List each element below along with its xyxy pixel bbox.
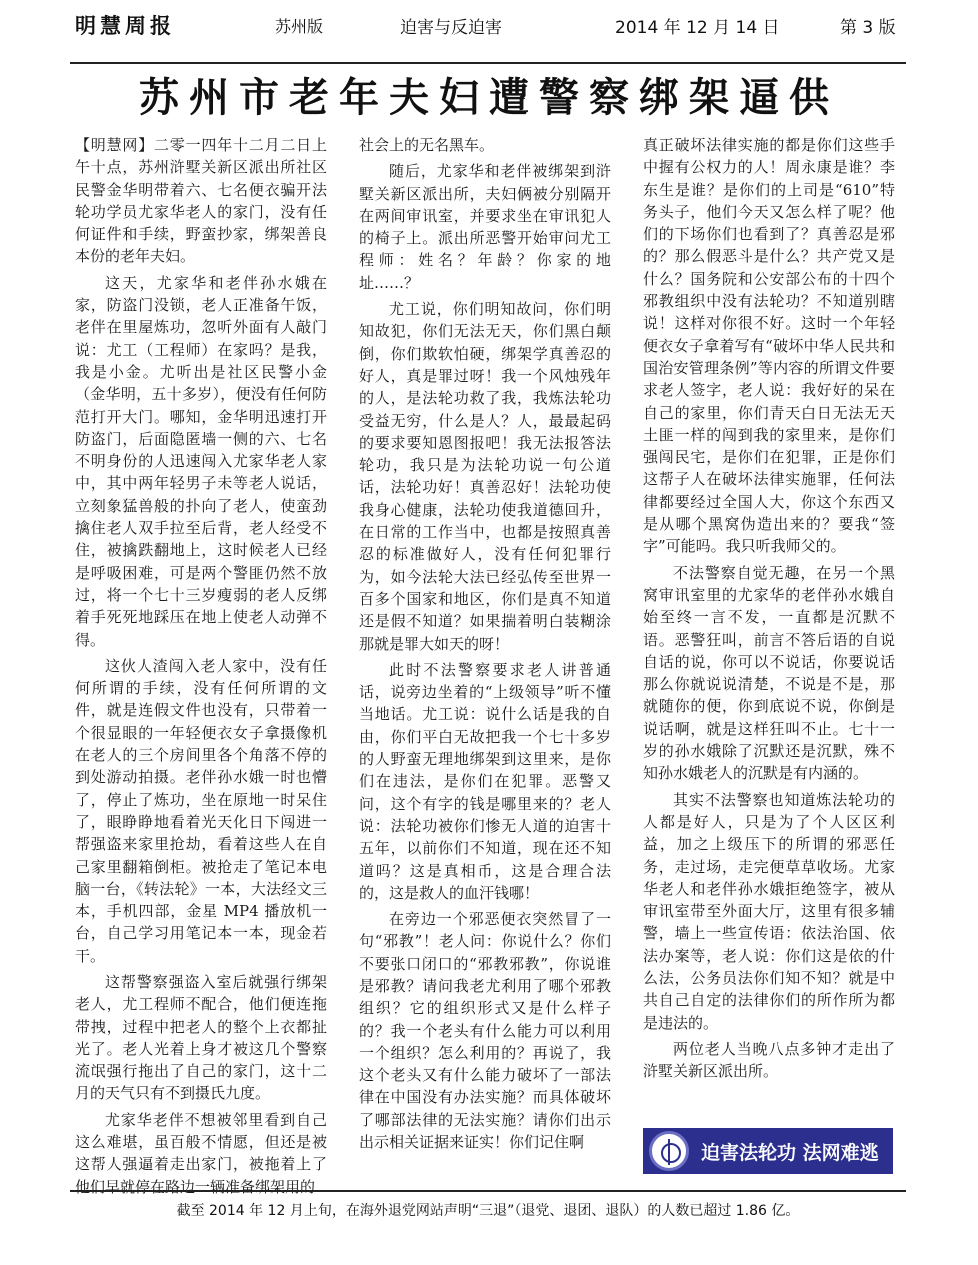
paragraph: 这帮警察强盗入室后就强行绑架老人，尤工程师不配合，他们便连拖带拽，过程中把老人的整个上衣都扯光了。老人光着上身才被这几个警察流氓强行拖出了自己的家门，这十二月的天气只有不到摄氏九度。 <box>75 972 327 1103</box>
paragraph: 此时不法警察要求老人讲普通话，说旁边坐着的“上级领导”听不懂当地话。尤工说：说什么话是我的自由，你们平白无故把我一个七十多岁的人野蛮无理地绑架到这里来，是你们在违法，是你们在犯罪。恶警又问，这个有字的钱是哪里来的？老人说：法轮功被你们惨无人道的迫害十五年，以前你们不知道，现在还不知道吗？这是真相币，这是合理合法的，这是救人的血汗钱哪！ <box>359 660 611 902</box>
banner-text: 迫害法轮功 法网难逃 <box>701 1141 879 1164</box>
paragraph: 这天，尤家华和老伴孙水娥在家，防盗门没锁，老人正准备午饭，老伴在里屋炼功，忽听外面有人敲门说：尤工（工程师）在家吗？是我，我是小金。尤听出是社区民警小金（金华明，五十多岁），便没有任何防范打开大门。哪知，金华明迅速打开防盗门，后面隐匿墙一侧的六、七名不明身份的人迅速闯入尤家华老人家中，其中两年轻男子未等老人说话，立刻象猛兽般的扑向了老人，使蛮劲擒住老人双手拉至后背，老人经受不住，被擒跌翻地上，这时候老人已经是呼吸困难，可是两个警匪仍然不放过，将一个七十三岁瘦弱的老人反绑着手死死地踩压在地上使老人动弹不得。 <box>75 273 327 649</box>
paragraph: 随后，尤家华和老伴被绑架到浒墅关新区派出所，夫妇俩被分别隔开在两间审讯室，并要求坐在审讯犯人的椅子上。派出所恶警开始审问尤工程师：姓名？年龄？你家的地址……？ <box>359 162 611 292</box>
issue-date: 2014 年 12 月 14 日 <box>615 18 780 38</box>
article-title: 苏州市老年夫妇遭警察绑架逼供 <box>139 74 839 121</box>
paragraph: 【明慧网】二零一四年十二月二日上午十点，苏州浒墅关新区派出所社区民警金华明带着六、七名便衣骗开法轮功学员尤家华老人的家门，没有任何证件和手续，野蛮抄家，绑架善良本份的老年夫妇。 <box>75 136 327 266</box>
paragraph: 社会上的无名黑车。 <box>359 136 495 154</box>
article-column-3 <box>643 134 895 1114</box>
slogan-banner <box>643 1128 893 1174</box>
paragraph: 在旁边一个邪恶便衣突然冒了一句“邪教”！老人问：你说什么？你们不要张口闭口的“邪教邪教”，你说谁是邪教？请问我老尤利用了哪个邪教组织？它的组织形式又是什么样子的？我一个老头有什么能力可以利用一个组织？怎么利用的？再说了，我这个老头又有什么能力破坏了一部法律在中国没有办法实施？而具体破坏了哪部法律的无法实施？请你们出示出示相关证据来证实！你们记住啊 <box>359 910 611 1152</box>
paragraph: 其实不法警察也知道炼法轮功的人都是好人，只是为了个人区区利益，加之上级压下的所谓的邪恶任务，走过场，走完便草草收场。尤家华老人和老伴孙水娥拒绝签字，被从审讯室带至外面大厅，这里有很多辅警，墙上一些宣传语：依法治国、依法办案等，老人说：你们这是依的什么法，公务员法你们知不知？就是中共自己自定的法律你们的所作所为都是违法的。 <box>643 790 895 1032</box>
section-label: 迫害与反迫害 <box>400 18 502 38</box>
newspaper-name: 明慧周报 <box>75 14 175 38</box>
newspaper-header <box>70 8 906 64</box>
paragraph: 这伙人渣闯入老人家中，没有任何所谓的手续，没有任何所谓的文件，就是连假文件也没有，只带着一个很显眼的一年轻便衣女子拿摄像机在老人的三个房间里各个角落不停的到处游动拍摄。老伴孙水娥一时也懵了，停止了炼功，坐在原地一时呆住了，眼睁睁地看着光天化日下闯进一帮强盗来家里抢劫，看着这些人在自己家里翻箱倒柜。被抢走了笔记本电脑一台，《转法轮》一本，大法经文三本，手机四部，金星 MP4 播放机一台，自己学习用笔记本一本，现金若干。 <box>75 656 327 965</box>
paragraph: 尤工说，你们明知故问，你们明知故犯，你们无法无天，你们黑白颠倒，你们欺软怕硬，绑架学真善忍的好人，真是罪过呀！我一个风烛残年的人，是法轮功救了我，我炼法轮功受益无穷，什么是人？人，最最起码的要求要知恩图报吧！我无法报答法轮功，我只是为法轮功说一句公道话，法轮功好！真善忍好！法轮功使我身心健康，法轮功使我道德回升，在日常的工作当中，也都是按照真善忍的标准做好人，没有任何犯罪行为，如今法轮大法已经弘传至世界一百多个国家和地区，你们是真不知道还是假不知道？如果揣着明白装糊涂那就是罪大如天的呀！ <box>359 300 611 653</box>
article-column-1 <box>75 134 327 1196</box>
article-column-2 <box>359 134 611 1182</box>
paragraph: 尤家华老伴不想被邻里看到自己这么难堪，虽百般不情愿，但还是被这帮人强逼着走出家门，被拖着上了他们早就停在路边一辆准备绑架用的 <box>75 1110 327 1196</box>
page-number: 第 3 版 <box>840 18 896 38</box>
paragraph: 不法警察自觉无趣，在另一个黑窝审讯室里的尤家华的老伴孙水娥自始至终一言不发，一直都是沉默不语。恶警狂叫，前言不答后语的自说自话的说，你可以不说话，你要说话那么你就说说清楚，不说是不是，那就随你的便，你到底说不说，你倒是说话啊，就是这样狂叫不止。七十一岁的孙水娥除了沉默还是沉默，殊不知孙水娥老人的沉默是有内涵的。 <box>643 563 895 783</box>
paragraph: 两位老人当晚八点多钟才走出了浒墅关新区派出所。 <box>643 1039 895 1081</box>
paragraph: 真正破坏法律实施的都是你们这些手中握有公权力的人！周永康是谁？李东生是谁？是你们的上司是“610”特务头子，他们今天又怎么样了呢？他们的下场你们也看到了？真善忍是邪的？那么假恶斗是什么？共产党又是什么？国务院和公安部公布的十四个邪教组织中没有法轮功？不知道别瞎说！这样对你很不好。这时一个年轻便衣女子拿着写有“破坏中华人民共和国治安管理条例”等内容的所谓文件要求老人签字，老人说：我好好的呆在自己的家里，你们青天白日无法无天土匪一样的闯到我的家里来，是你们强闯民宅，是你们在犯罪，正是你们这帮子人在破坏法律实施罪，任何法律都要经过全国人大，你这个东西又是从哪个黑窝伪造出来的？要我“签字”可能吗。我只听我师父的。 <box>643 136 895 556</box>
justice-seal-icon <box>649 1131 689 1171</box>
edition-label: 苏州版 <box>275 17 324 36</box>
footer-notice: 截至 2014 年 12 月上旬，在海外退党网站声明“三退”（退党、退团、退队）的人数已超过 1.86 亿。 <box>70 1190 906 1220</box>
